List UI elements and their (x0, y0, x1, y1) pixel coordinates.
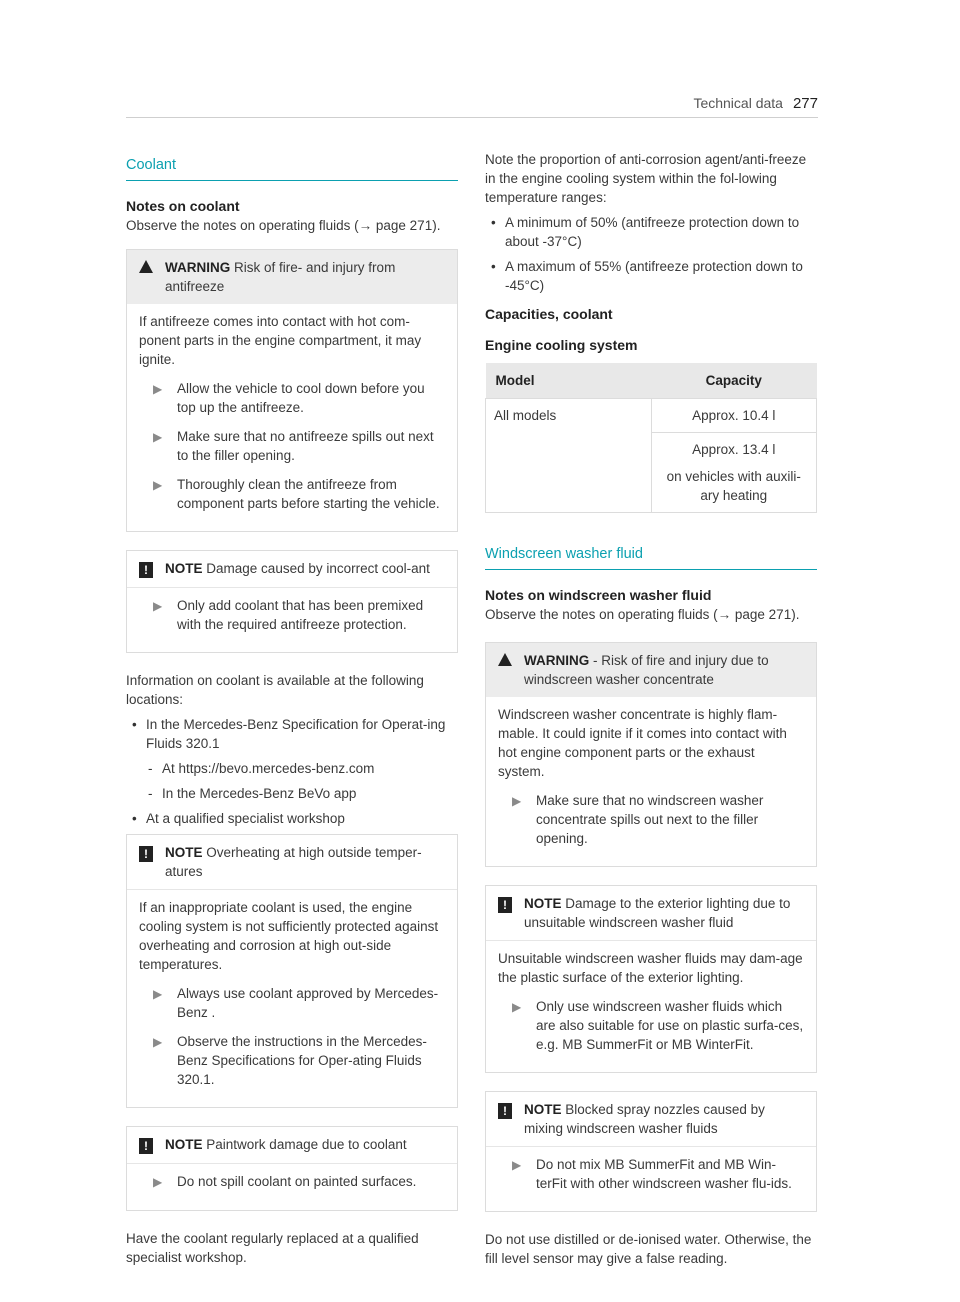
right-column (485, 150, 817, 1282)
exclamation-icon: ! (498, 1101, 524, 1120)
warning-triangle-icon (498, 652, 524, 671)
warning-title: - Risk of fire and injury due to windscreen washer concentrate (524, 653, 769, 687)
note-title: Overheating at high outside temper-atures (165, 845, 422, 879)
warning-title: Risk of fire- and injury from antifreeze (165, 260, 396, 294)
notes-coolant-title: Notes on coolant (126, 198, 240, 214)
capacity-table (485, 363, 817, 513)
section-title-washer: Windscreen washer fluid (485, 545, 817, 570)
note-body: Unsuitable windscreen washer fluids may dam-age the plastic surface of the exterior lighting. (498, 951, 803, 985)
step-arrow-icon: ▶ (153, 430, 163, 444)
list-item: - In the Mercedes-Benz BeVo app (146, 784, 458, 803)
step-arrow-icon: ▶ (153, 1175, 163, 1189)
exclamation-icon: ! (139, 560, 165, 579)
step-arrow-icon: ▶ (153, 599, 163, 613)
list-item: • At a qualified specialist workshop (126, 809, 458, 828)
step-arrow-icon: ▶ (512, 794, 522, 808)
list-item: • In the Mercedes-Benz Specification for Operat-ing Fluids 320.1 - At https://bevo.mercedes-benz.com - In the Mercedes-Benz BeVo app (126, 715, 458, 803)
step-text: Make sure that no windscreen washer concentrate spills out next to the filler opening. (536, 793, 764, 846)
section-name: Technical data (693, 95, 783, 111)
note-box-paintwork (126, 1126, 458, 1211)
page-number: 277 (792, 95, 818, 112)
step-text: Make sure that no antifreeze spills out next to the filler opening. (177, 429, 434, 463)
warning-box-antifreeze (126, 249, 458, 532)
list-item: • A maximum of 55% (antifreeze protection down to -45°C) (485, 257, 817, 295)
range-list (485, 213, 817, 295)
table-cell-capacity: Approx. 13.4 l on vehicles with auxili-ary heating (651, 433, 817, 513)
step-text: Observe the instructions in the Mercedes-Benz Specifications for Oper-ating Fluids 320.1. (177, 1034, 427, 1087)
warning-box-washer (485, 642, 817, 867)
table-row (486, 399, 817, 433)
table-cell-model: All models (486, 399, 652, 513)
note-label: NOTE (524, 896, 562, 911)
step-text: Allow the vehicle to cool down before you top up the antifreeze. (177, 381, 425, 415)
step-text: Always use coolant approved by Mercedes-Benz . (177, 986, 439, 1020)
section-title-coolant: Coolant (126, 156, 458, 181)
warning-body: If antifreeze comes into contact with hot com-ponent parts in the engine compartment, it may ignite. (139, 314, 422, 367)
info-list (126, 715, 458, 828)
step-text: Do not spill coolant on painted surfaces. (177, 1174, 417, 1189)
closing-text: Do not use distilled or de-ionised water. Otherwise, the fill level sensor may give a false reading. (485, 1232, 812, 1266)
step-text: Do not mix MB SummerFit and MB Win-terFit with other windscreen washer flu-ids. (536, 1157, 792, 1191)
info-text: Information on coolant is available at the following locations: (126, 673, 424, 707)
closing-text: Have the coolant regularly replaced at a qualified specialist workshop. (126, 1231, 419, 1265)
note-label: NOTE (165, 561, 203, 576)
note-box-overheating (126, 834, 458, 1108)
note-title: Damage to the exterior lighting due to unsuitable windscreen washer fluid (524, 896, 791, 930)
exclamation-icon: ! (139, 844, 165, 863)
step-text: Only use windscreen washer fluids which are also suitable for use on plastic surfa-ces, e.g. MB SummerFit or MB WinterFit. (536, 999, 804, 1052)
step-text: Only add coolant that has been premixed with the required antifreeze protection. (177, 598, 424, 632)
list-item: - At https://bevo.mercedes-benz.com (146, 759, 458, 778)
step-arrow-icon: ▶ (153, 1035, 163, 1049)
step-arrow-icon: ▶ (512, 1000, 522, 1014)
note-title: Blocked spray nozzles caused by mixing windscreen washer fluids (524, 1102, 765, 1136)
proportion-text: Note the proportion of anti-corrosion agent/anti-freeze in the engine cooling system within the fol-lowing temperature ranges: (485, 152, 807, 205)
step-arrow-icon: ▶ (153, 478, 163, 492)
notes-coolant-text: Observe the notes on operating fluids (→ page 271). (126, 218, 441, 233)
notes-washer-title: Notes on windscreen washer fluid (485, 587, 712, 603)
engine-cooling-title: Engine cooling system (485, 337, 638, 353)
step-text: Thoroughly clean the antifreeze from component parts before starting the vehicle. (177, 477, 440, 511)
note-label: NOTE (524, 1102, 562, 1117)
left-column (126, 150, 458, 1281)
note-box-incorrect-coolant (126, 550, 458, 653)
note-body: If an inappropriate coolant is used, the engine cooling system is not sufficiently protected against overheating and corrosion at high out-side temperatures. (139, 900, 439, 972)
step-arrow-icon: ▶ (512, 1158, 522, 1172)
table-cell-capacity: Approx. 10.4 l (651, 399, 817, 433)
note-box-exterior-lighting (485, 885, 817, 1073)
note-box-spray-nozzles (485, 1091, 817, 1212)
note-title: Paintwork damage due to coolant (206, 1137, 407, 1152)
capacities-title: Capacities, coolant (485, 306, 613, 322)
note-label: NOTE (165, 845, 203, 860)
note-title: Damage caused by incorrect cool-ant (206, 561, 430, 576)
warning-triangle-icon (139, 259, 165, 278)
table-header-model: Model (486, 363, 652, 399)
running-head (693, 94, 818, 113)
warning-body: Windscreen washer concentrate is highly flam-mable. It could ignite if it comes into contact with hot engine component parts or the exhaust system. (498, 707, 787, 779)
step-arrow-icon: ▶ (153, 987, 163, 1001)
header-rule (126, 117, 818, 118)
notes-washer-text: Observe the notes on operating fluids (→ page 271). (485, 607, 800, 622)
warning-label: WARNING (165, 260, 231, 275)
table-header-capacity: Capacity (651, 363, 817, 399)
warning-label: WARNING (524, 653, 590, 668)
list-item: • A minimum of 50% (antifreeze protection down to about -37°C) (485, 213, 817, 251)
note-label: NOTE (165, 1137, 203, 1152)
exclamation-icon: ! (498, 895, 524, 914)
step-arrow-icon: ▶ (153, 382, 163, 396)
exclamation-icon: ! (139, 1136, 165, 1155)
